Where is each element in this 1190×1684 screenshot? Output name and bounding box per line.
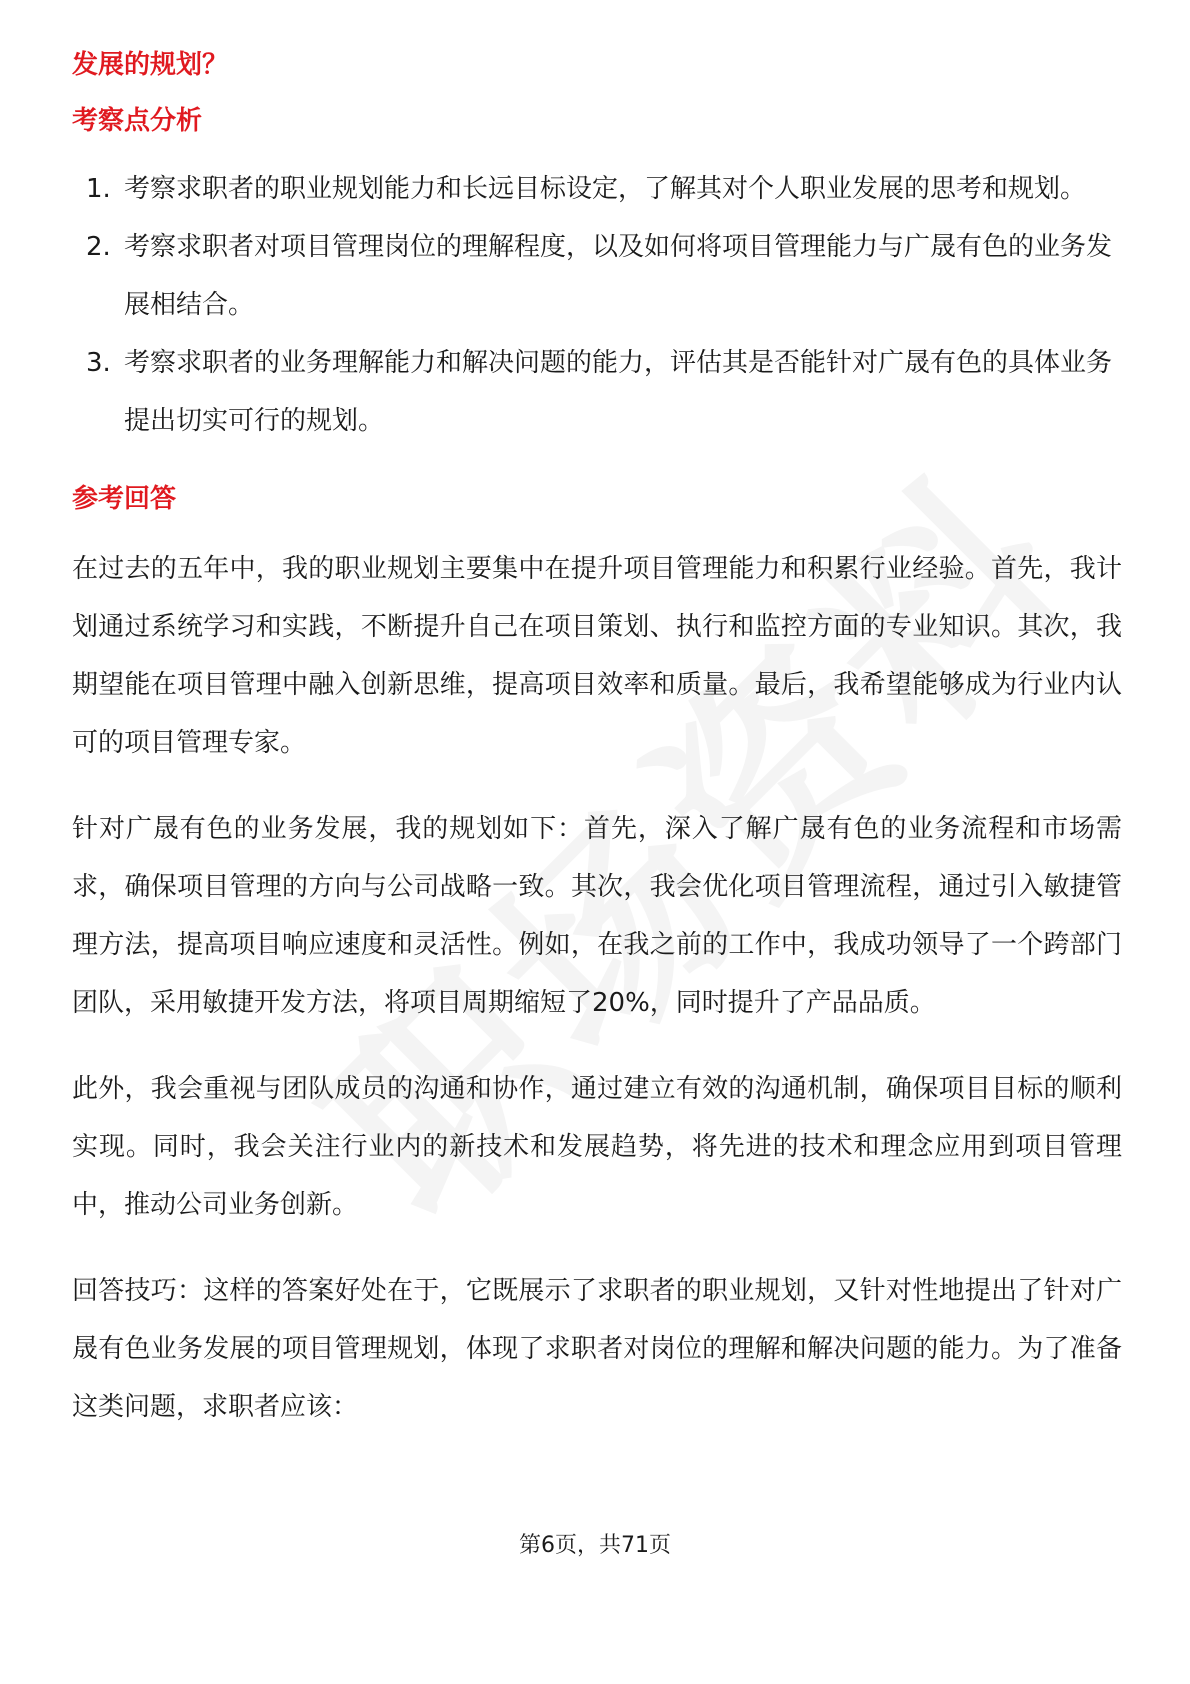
analysis-item-number: 1. [86,174,111,204]
analysis-item-number: 3. [86,348,111,378]
analysis-item-text: 考察求职者的职业规划能力和长远目标设定，了解其对个人职业发展的思考和规划。 [124,174,1087,204]
reference-answer-heading: 参考回答 [72,484,177,514]
answer-paragraph: 针对广晟有色的业务发展，我的规划如下：首先，深入了解广晟有色的业务流程和市场需求，确保项目管理的方向与公司战略一致。其次，我会优化项目管理流程，通过引入敏捷管理方法，提高项目响应速度和灵活性。例如，在我之前的工作中，我成功领导了一个跨部门团队，采用敏捷开发方法，将项目周期缩短了20%，同时提升了产品品质。 [72,814,1122,1018]
analysis-list [72,160,1122,450]
continued-question-heading: 发展的规划？ [72,50,229,80]
page-number: 第6页，共71页 [519,1533,671,1558]
analysis-item-text: 考察求职者的业务理解能力和解决问题的能力，评估其是否能针对广晟有色的具体业务提出切实可行的规划。 [124,348,1113,436]
analysis-item [72,160,1122,218]
analysis-item-number: 2. [86,232,111,262]
answer-tips-paragraph: 回答技巧：这样的答案好处在于，它既展示了求职者的职业规划，又针对性地提出了针对广晟有色业务发展的项目管理规划，体现了求职者对岗位的理解和解决问题的能力。为了准备这类问题，求职者应该： [72,1276,1122,1422]
page-content [72,44,1122,1464]
analysis-item [72,218,1122,334]
analysis-item-text: 考察求职者对项目管理岗位的理解程度，以及如何将项目管理能力与广晟有色的业务发展相结合。 [124,232,1113,320]
answer-paragraph: 此外，我会重视与团队成员的沟通和协作，通过建立有效的沟通机制，确保项目目标的顺利实现。同时，我会关注行业内的新技术和发展趋势，将先进的技术和理念应用到项目管理中，推动公司业务创新。 [72,1074,1122,1220]
analysis-heading: 考察点分析 [72,106,203,136]
analysis-item [72,334,1122,450]
answer-paragraph: 在过去的五年中，我的职业规划主要集中在提升项目管理能力和积累行业经验。首先，我计划通过系统学习和实践，不断提升自己在项目策划、执行和监控方面的专业知识。其次，我期望能在项目管理中融入创新思维，提高项目效率和质量。最后，我希望能够成为行业内认可的项目管理专家。 [72,554,1122,758]
